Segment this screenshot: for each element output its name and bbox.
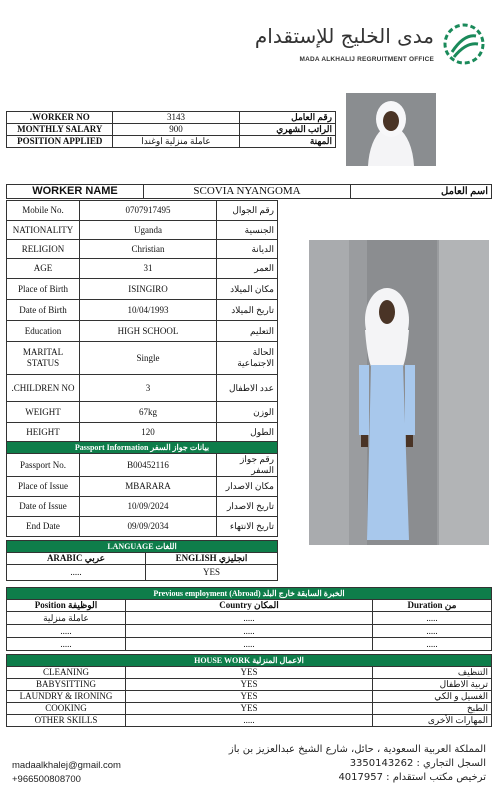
skill-label: CLEANING	[7, 667, 126, 679]
skill-label-ar: تربية الاطفال	[373, 679, 492, 691]
table-row	[7, 553, 278, 565]
table-row	[7, 375, 278, 402]
detail-label: RELIGION	[7, 240, 80, 259]
detail-value: Christian	[80, 240, 217, 259]
detail-label-ar: رقم الجوال	[217, 201, 278, 221]
detail-label: NATIONALITY	[7, 221, 80, 240]
skill-label-ar: التنظيف	[373, 667, 492, 679]
table-row	[7, 600, 492, 612]
table-row	[7, 279, 278, 300]
footer-address: المملكة العربية السعودية ، حائل، شارع الشيخ عبدالعزيز بن باز	[228, 744, 486, 755]
detail-label: Education	[7, 321, 80, 342]
employment-heading: Previous employment (Abroad) الخبرة السابقة خارج البلد	[7, 588, 492, 600]
skill-value: YES	[126, 667, 373, 679]
position-label: POSITION APPLIED	[7, 136, 113, 148]
employment-heading-row	[7, 588, 492, 600]
duration-column-header: Duration من	[373, 600, 492, 612]
table-row	[7, 136, 336, 148]
detail-label: WEIGHT	[7, 402, 80, 423]
table-row	[7, 240, 278, 259]
passport-label: Date of Issue	[7, 497, 80, 517]
detail-label: Date of Birth	[7, 300, 80, 321]
position-column-header: Position الوظيفة	[7, 600, 126, 612]
detail-label-ar: العمر	[217, 259, 278, 279]
detail-value: ISINGIRO	[80, 279, 217, 300]
detail-label: MARITAL STATUS	[7, 342, 80, 375]
detail-label-ar: تاريخ الميلاد	[217, 300, 278, 321]
full-body-photo	[309, 240, 489, 545]
passport-label: Passport No.	[7, 454, 80, 477]
table-row	[7, 112, 336, 124]
skill-label-ar: المهارات الأخرى	[373, 715, 492, 727]
table-row	[7, 185, 492, 199]
employment-position: .....	[7, 625, 126, 638]
passport-label-ar: تاريخ الانتهاء	[217, 517, 278, 537]
employment-position: عاملة منزلية	[7, 612, 126, 625]
worker-name-label: WORKER NAME	[7, 185, 144, 199]
logo-mark-icon	[442, 22, 486, 66]
table-row	[7, 625, 492, 638]
logo-text-arabic: مدى الخليج للإستقدام	[254, 24, 434, 48]
table-row	[7, 517, 278, 537]
table-row	[7, 612, 492, 625]
detail-label-ar: الطول	[217, 423, 278, 442]
table-row	[7, 454, 278, 477]
detail-value: 3	[80, 375, 217, 402]
top-info-table	[6, 111, 336, 148]
footer-phone[interactable]: +966500808700	[12, 774, 81, 785]
skill-value: YES	[126, 679, 373, 691]
employment-position: .....	[7, 638, 126, 651]
passport-label-ar: رقم جواز السفر	[217, 454, 278, 477]
passport-heading-row	[7, 442, 278, 454]
table-row	[7, 124, 336, 136]
table-row	[7, 300, 278, 321]
detail-label: HEIGHT	[7, 423, 80, 442]
skill-value: .....	[126, 715, 373, 727]
footer-email[interactable]: madaalkhalej@gmail.com	[12, 760, 121, 771]
skill-label-ar: الغسيل و الكي	[373, 691, 492, 703]
detail-label-ar: مكان الميلاد	[217, 279, 278, 300]
worker-name-table	[6, 184, 492, 199]
detail-value: 31	[80, 259, 217, 279]
employment-duration: .....	[373, 612, 492, 625]
english-label: ENGLISH انجليزي	[146, 553, 278, 565]
language-table	[6, 540, 278, 581]
table-row	[7, 221, 278, 240]
detail-label-ar: الجنسية	[217, 221, 278, 240]
passport-value: MBARARA	[80, 477, 217, 497]
worker-no-label-ar: رقم العامل	[239, 112, 335, 124]
house-work-heading-row	[7, 655, 492, 667]
employment-country: .....	[126, 638, 373, 651]
skill-label: LAUNDRY & IRONING	[7, 691, 126, 703]
skill-label-ar: الطبخ	[373, 703, 492, 715]
table-row	[7, 691, 492, 703]
skill-label: COOKING	[7, 703, 126, 715]
arabic-value: .....	[7, 565, 146, 581]
employment-table	[6, 587, 492, 651]
salary-value: 900	[113, 124, 239, 136]
arabic-label: ARABIC عربي	[7, 553, 146, 565]
passport-value: B00452116	[80, 454, 217, 477]
table-row	[7, 638, 492, 651]
position-value: عاملة منزلية اوغندا	[113, 136, 239, 148]
table-row	[7, 423, 278, 442]
employment-duration: .....	[373, 625, 492, 638]
detail-value: Uganda	[80, 221, 217, 240]
portrait-figure-icon	[346, 93, 436, 166]
worker-no-label: .WORKER NO	[7, 112, 113, 124]
detail-label: AGE	[7, 259, 80, 279]
passport-label: Place of Issue	[7, 477, 80, 497]
detail-value: 67kg	[80, 402, 217, 423]
house-work-heading: HOUSE WORK الاعمال المنزلية	[7, 655, 492, 667]
table-row	[7, 321, 278, 342]
employment-country: .....	[126, 625, 373, 638]
detail-value: Single	[80, 342, 217, 375]
table-row	[7, 342, 278, 375]
country-column-header: Country المكان	[126, 600, 373, 612]
worker-name-value: SCOVIA NYANGOMA	[144, 185, 351, 199]
passport-label: End Date	[7, 517, 80, 537]
detail-label-ar: الديانة	[217, 240, 278, 259]
detail-label: Mobile No.	[7, 201, 80, 221]
table-row	[7, 477, 278, 497]
table-row	[7, 201, 278, 221]
table-row	[7, 402, 278, 423]
detail-label: Place of Birth	[7, 279, 80, 300]
detail-label-ar: التعليم	[217, 321, 278, 342]
detail-label-ar: عدد الاطفال	[217, 375, 278, 402]
language-heading-row	[7, 541, 278, 553]
skill-value: YES	[126, 703, 373, 715]
skill-value: YES	[126, 691, 373, 703]
table-row	[7, 667, 492, 679]
detail-value: 120	[80, 423, 217, 442]
skill-label: OTHER SKILLS	[7, 715, 126, 727]
portrait-photo	[346, 93, 436, 166]
english-value: YES	[146, 565, 278, 581]
salary-label: MONTHLY SALARY	[7, 124, 113, 136]
house-work-table	[6, 654, 492, 727]
skill-label: BABYSITTING	[7, 679, 126, 691]
position-label-ar: المهنة	[239, 136, 335, 148]
language-heading: LANGUAGE اللغات	[7, 541, 278, 553]
table-row	[7, 679, 492, 691]
footer-license: ترخيص مكتب استقدام : 4017957	[338, 772, 486, 783]
detail-label-ar: الحالة الاجتماعية	[217, 342, 278, 375]
detail-label-ar: الوزن	[217, 402, 278, 423]
detail-label: .CHILDREN NO	[7, 375, 80, 402]
passport-value: 09/09/2034	[80, 517, 217, 537]
table-row	[7, 259, 278, 279]
salary-label-ar: الراتب الشهري	[239, 124, 335, 136]
passport-value: 10/09/2024	[80, 497, 217, 517]
passport-heading: Passport Information بيانات جواز السفر	[7, 442, 278, 454]
full-body-figure-icon	[309, 240, 489, 545]
employment-country: .....	[126, 612, 373, 625]
table-row	[7, 497, 278, 517]
passport-label-ar: تاريخ الاصدار	[217, 497, 278, 517]
detail-value: 10/04/1993	[80, 300, 217, 321]
details-table	[6, 200, 278, 537]
worker-no-value: 3143	[113, 112, 239, 124]
table-row	[7, 565, 278, 581]
detail-value: HIGH SCHOOL	[80, 321, 217, 342]
worker-name-label-ar: اسم العامل	[351, 185, 492, 199]
employment-duration: .....	[373, 638, 492, 651]
table-row	[7, 703, 492, 715]
table-row	[7, 715, 492, 727]
footer-commercial-register: السجل التجاري : 3350143262	[349, 758, 486, 769]
logo-text-english: MADA ALKHALIJ REGRUITMENT OFFICE	[299, 56, 434, 63]
passport-label-ar: مكان الاصدار	[217, 477, 278, 497]
detail-value: 0707917495	[80, 201, 217, 221]
header-logo	[254, 20, 486, 70]
